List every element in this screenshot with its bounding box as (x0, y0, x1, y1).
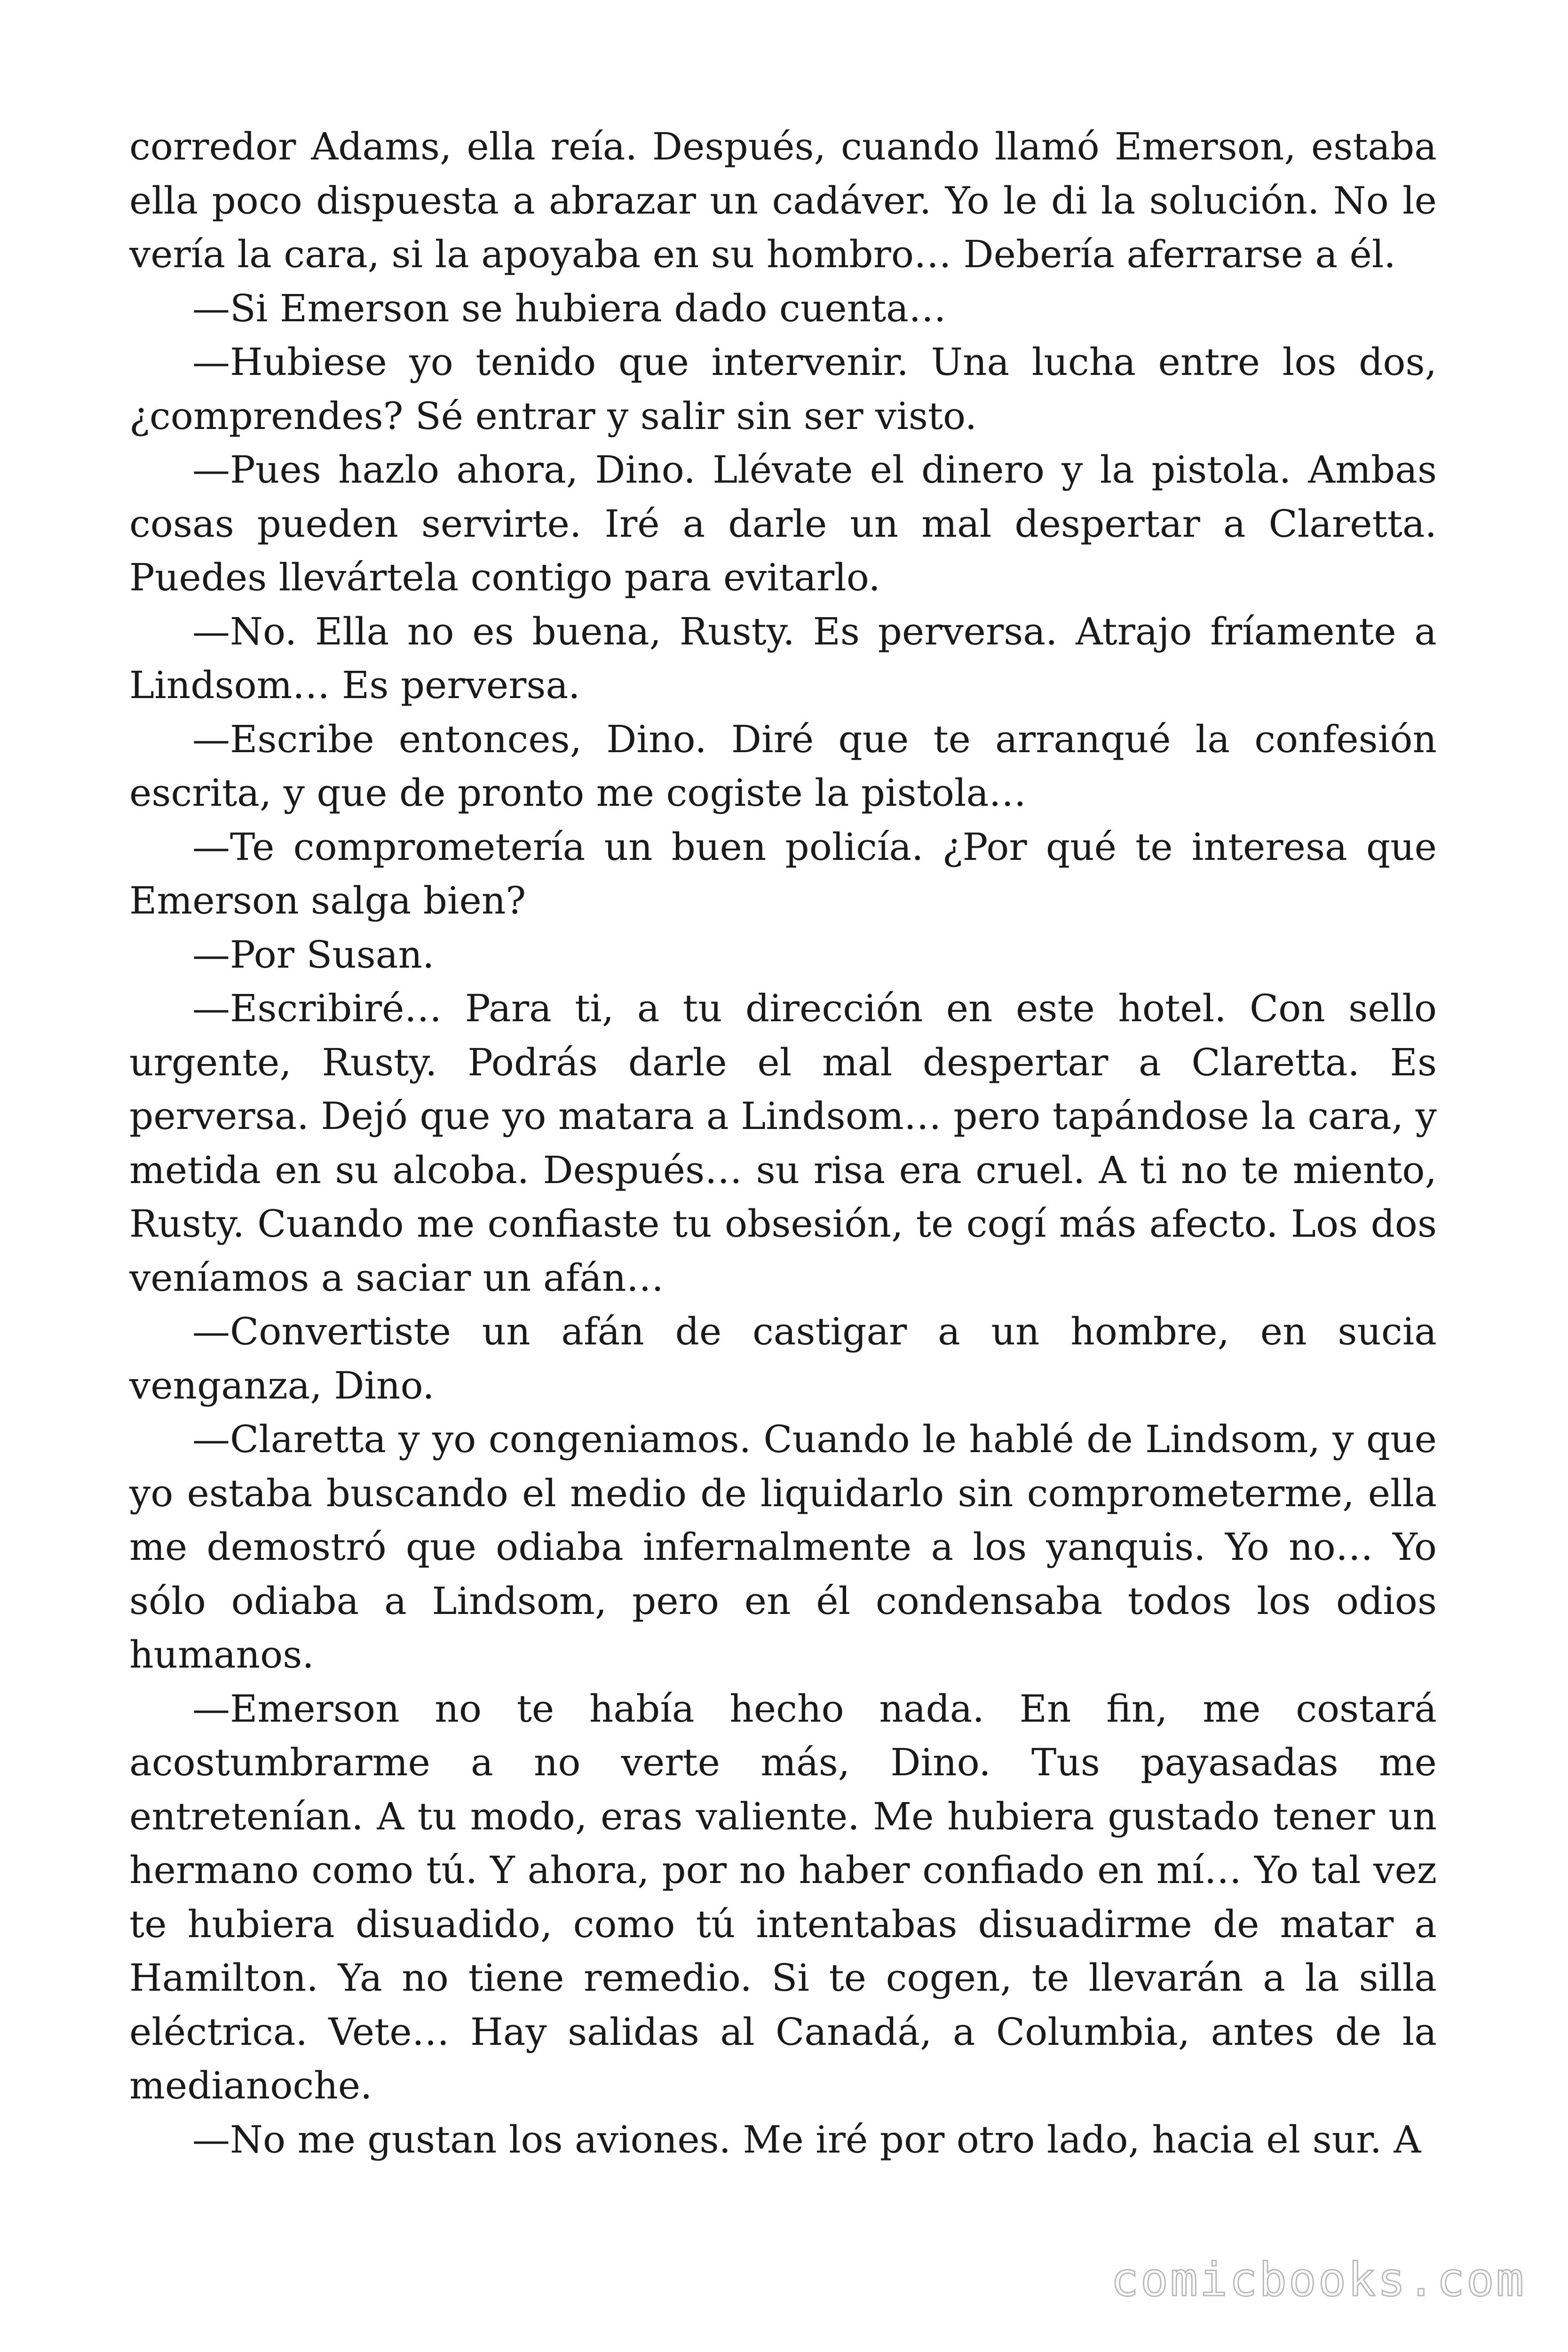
dialogue-paragraph: —No. Ella no es buena, Rusty. Es perversa. Atrajo fríamente a Lindsom… Es perversa. (129, 609, 1437, 707)
paragraph-continuation: corredor Adams, ella reía. Después, cuando llamó Emerson, estaba ella poco dispuesta a abrazar un cadáver. Yo le di la solución. No le vería la cara, si la apoyaba en su hombro… Debería aferrarse a él. (129, 125, 1437, 276)
dialogue-paragraph: —Emerson no te había hecho nada. En fin, me costará acostumbrarme a no verte más, Dino. Tus payasadas me entretenían. A tu modo, eras valiente. Me hubiera gustado tener un hermano como tú. Y ahora, por no haber confiado en mí… Yo tal vez te hubiera disuadido, como tú intentabas disuadirme de matar a Hamilton. Ya no tiene remedio. Si te cogen, te llevarán a la silla eléctrica. Vete… Hay salidas al Canadá, a Columbia, antes de la medianoche. (129, 1686, 1437, 2107)
dialogue-paragraph: —Escribe entonces, Dino. Diré que te arranqué la confesión escrita, y que de pronto me cogiste la pistola… (129, 717, 1437, 815)
dialogue-paragraph: —Hubiese yo tenido que intervenir. Una lucha entre los dos, ¿comprendes? Sé entrar y salir sin ser visto. (129, 340, 1437, 438)
watermark-logo: comicbooks.com (1110, 2253, 1526, 2307)
dialogue-paragraph: —Por Susan. (192, 932, 435, 977)
dialogue-paragraph: —Si Emerson se hubiera dado cuenta… (192, 286, 946, 330)
dialogue-paragraph-last: —No me gustan los aviones. Me iré por otro lado, hacia el sur. A (192, 2117, 1421, 2161)
dialogue-paragraph: —Escribiré… Para ti, a tu dirección en este hotel. Con sello urgente, Rusty. Podrás darle el mal despertar a Claretta. Es perversa. Dejó que yo matara a Lindsom… pero tapándose la cara, y metida en su alcoba. Después… su risa era cruel. A ti no te miento, Rusty. Cuando me confiaste tu obsesión, te cogí más afecto. Los dos veníamos a saciar un afán… (129, 986, 1437, 1300)
dialogue-paragraph: —Pues hazlo ahora, Dino. Llévate el dinero y la pistola. Ambas cosas pueden servirte. Iré a darle un mal despertar a Claretta. Puedes llevártela contigo para evitarlo. (129, 448, 1437, 599)
dialogue-paragraph: —Convertiste un afán de castigar a un hombre, en sucia venganza, Dino. (129, 1310, 1437, 1407)
dialogue-paragraph: —Te comprometería un buen policía. ¿Por qué te interesa que Emerson salga bien? (129, 825, 1437, 922)
book-page-text (129, 120, 1437, 2167)
dialogue-paragraph: —Claretta y yo congeniamos. Cuando le hablé de Lindsom, y que yo estaba buscando el medio de liquidarlo sin comprometerme, ella me demostró que odiaba infernalmente a los yanquis. Yo no… Yo sólo odiaba a Lindsom, pero en él condensaba todos los odios humanos. (129, 1417, 1437, 1677)
